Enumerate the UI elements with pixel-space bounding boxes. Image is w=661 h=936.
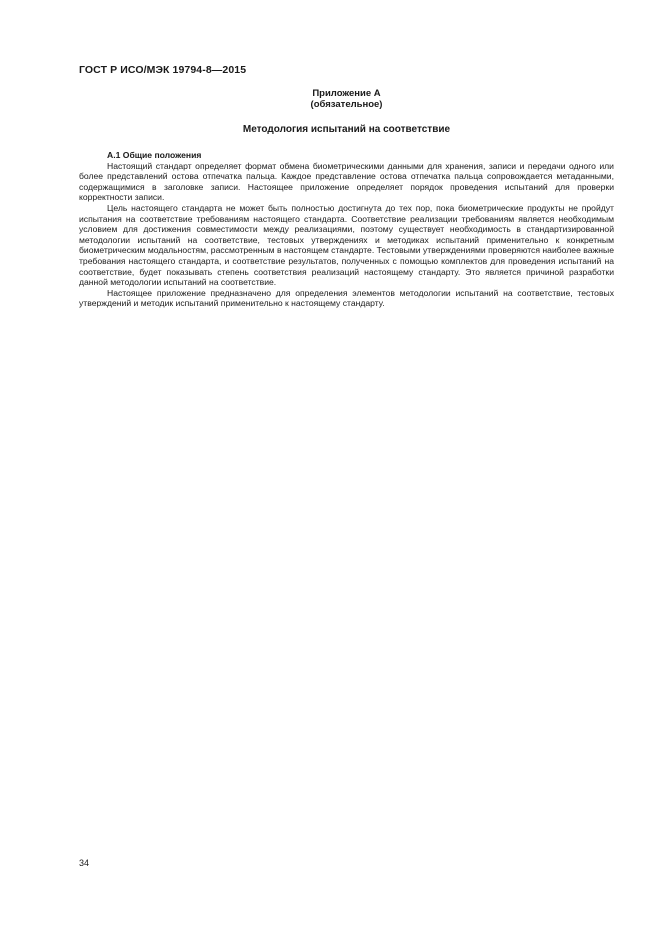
annex-heading xyxy=(79,88,614,110)
section-body xyxy=(79,150,614,309)
paragraph-1: Настоящий стандарт определяет формат обмена биометрическими данными для хранения, записи и передачи одного или более представлений остова отпечатка пальца. Каждое представление остова отпечатка пальца сопровождается метаданными, содержащимися в заголовке записи. Настоящее приложение определяет порядок проведения испытаний для проверки корректности записи. xyxy=(79,160,614,203)
section-title: Методология испытаний на соответствие xyxy=(242,124,451,135)
page-number: 34 xyxy=(79,858,90,868)
standard-designation: ГОСТ Р ИСО/МЭК 19794-8—2015 xyxy=(79,64,247,76)
paragraph-2: Цель настоящего стандарта не может быть полностью достигнута до тех пор, пока биометрические продукты не пройдут испытания на соответствие требованиям настоящего стандарта. Соответствие реализации требованиям является необходимым условием для достижения совместимости между реализациями, поэтому существует необходимость в стандартизированной методологии испытаний на соответствие, тестовых утверждениях и методиках испытаний применительно к конкретным биометрическим модальностям, рассмотренным в настоящем стандарте. Тестовыми утверждениями проверяются наиболее важные требования настоящего стандарта, и соответствие результатов, полученных с помощью комплектов для проведения испытаний на соответствие, будет показывать степень соответствия реализаций настоящему стандарту. Это является причиной разработки данной методологии испытаний на соответствие. xyxy=(79,202,614,288)
annex-status: (обязательное) xyxy=(310,99,383,110)
subsection-heading: А.1 Общие положения xyxy=(107,150,202,160)
paragraph-3: Настоящее приложение предназначено для определения элементов методологии испытаний на соответствие, тестовых утверждений и методик испытаний применительно к настоящему стандарту. xyxy=(79,287,614,309)
annex-title: Приложение А xyxy=(312,88,381,99)
